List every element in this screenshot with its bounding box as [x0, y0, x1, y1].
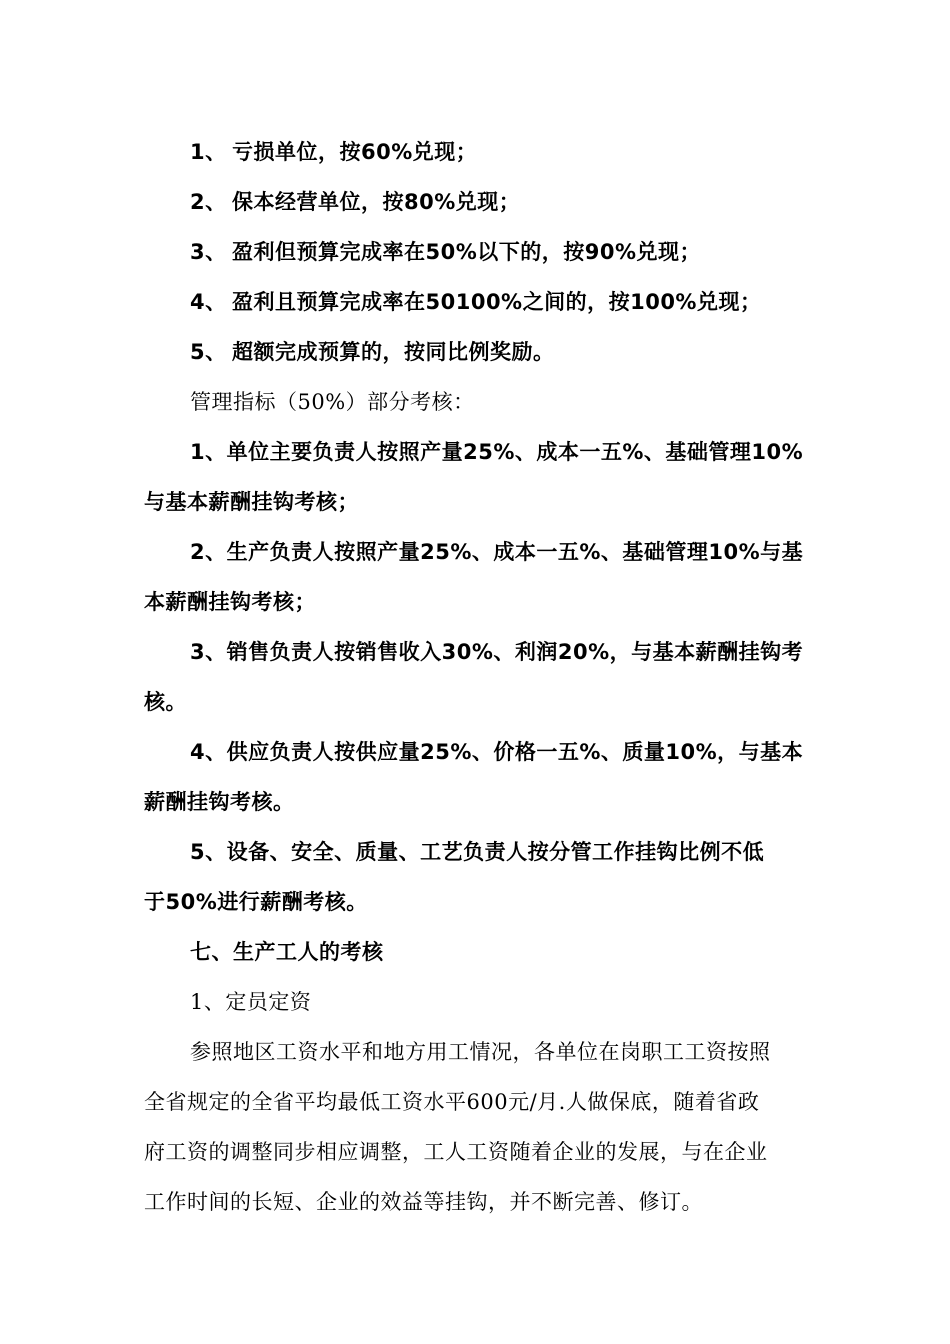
- paragraph-line: 工作时间的长短、企业的效益等挂钩，并不断完善、修订。: [144, 1190, 703, 1214]
- section-heading: 七、生产工人的考核: [190, 940, 384, 964]
- paragraph-line: 全省规定的全省平均最低工资水平600元/月.人做保底，随着省政: [144, 1090, 760, 1114]
- list-item: [190, 187, 520, 217]
- paragraph-line: 5、设备、安全、质量、工艺负责人按分管工作挂钩比例不低: [190, 840, 765, 864]
- list-item-text: 保本经营单位，按80%兑现；: [232, 190, 521, 214]
- list-item-text: 超额完成预算的，按同比例奖励。: [232, 340, 555, 364]
- list-item-text: 亏损单位，按60%兑现；: [232, 140, 478, 164]
- paragraph-line: 本薪酬挂钩考核；: [144, 590, 316, 614]
- list-item-text: 盈利但预算完成率在50%以下的，按90%兑现；: [232, 240, 702, 264]
- paragraph-line: 核。: [144, 690, 187, 714]
- list-item: [190, 137, 477, 167]
- list-item-number: 4、: [190, 290, 227, 314]
- paragraph-line: 1、单位主要负责人按照产量25%、成本一五%、基础管理10%: [190, 440, 804, 464]
- section-heading: 管理指标（50%）部分考核：: [190, 390, 475, 414]
- list-item-number: 2、: [190, 190, 227, 214]
- list-item-number: 1、: [190, 140, 227, 164]
- paragraph-line: 2、生产负责人按照产量25%、成本一五%、基础管理10%与基: [190, 540, 804, 564]
- paragraph-line: 3、销售负责人按销售收入30%、利润20%，与基本薪酬挂钩考: [190, 640, 804, 664]
- list-item: [190, 237, 701, 267]
- subsection-heading: 1、定员定资: [190, 990, 312, 1014]
- list-item: [190, 287, 761, 317]
- paragraph-line: 府工资的调整同步相应调整，工人工资随着企业的发展，与在企业: [144, 1140, 768, 1164]
- paragraph-line: 于50%进行薪酬考核。: [144, 890, 368, 914]
- paragraph-line: 薪酬挂钩考核。: [144, 790, 295, 814]
- list-item-text: 盈利且预算完成率在50100%之间的，按100%兑现；: [232, 290, 762, 314]
- paragraph-line: 参照地区工资水平和地方用工情况，各单位在岗职工工资按照: [190, 1040, 771, 1064]
- list-item: [190, 337, 555, 367]
- list-item-number: 5、: [190, 340, 227, 364]
- paragraph-line: 4、供应负责人按供应量25%、价格一五%、质量10%，与基本: [190, 740, 804, 764]
- paragraph-line: 与基本薪酬挂钩考核；: [144, 490, 359, 514]
- list-item-number: 3、: [190, 240, 227, 264]
